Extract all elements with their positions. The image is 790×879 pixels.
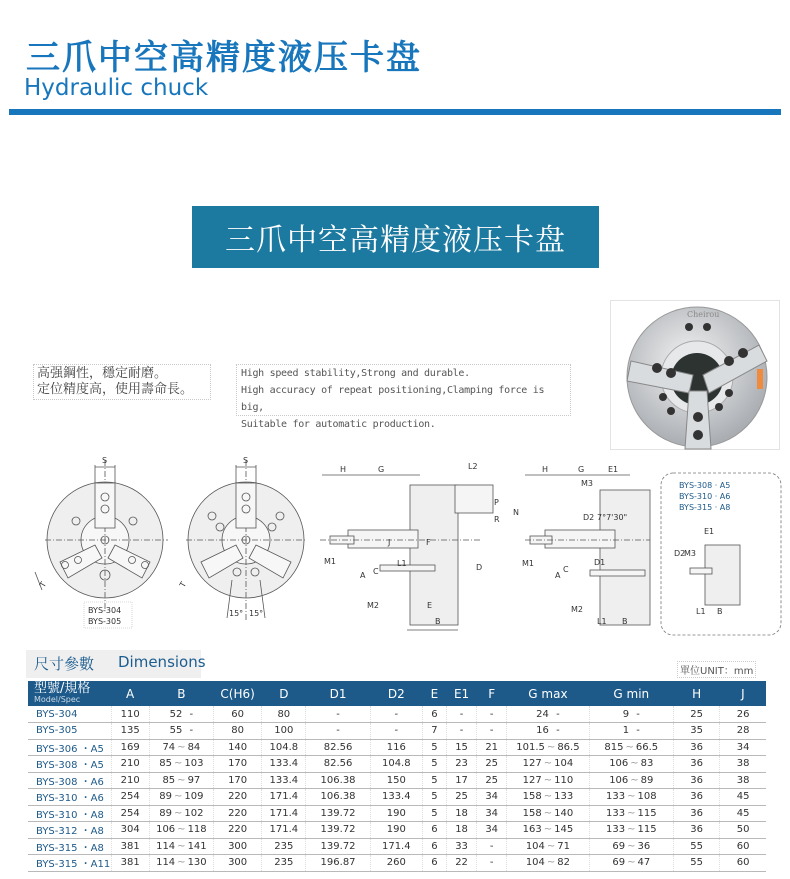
svg-text:7°7'30": 7°7'30" — [597, 513, 628, 522]
svg-text:15°: 15° — [229, 609, 244, 618]
cell-b: 85 ~ 103 — [149, 756, 213, 773]
cell-h: 36 — [673, 822, 719, 839]
svg-text:E1: E1 — [608, 465, 619, 474]
cell-gmin: 133 ~ 115 — [589, 822, 673, 839]
svg-text:R: R — [494, 515, 500, 524]
cell-d2: 104.8 — [370, 756, 422, 773]
cell-d2: 190 — [370, 822, 422, 839]
side-view-1 — [320, 462, 519, 630]
cell-e: 6 — [422, 822, 446, 839]
svg-text:T: T — [37, 580, 49, 589]
features-cn — [33, 364, 211, 400]
cell-b: 89 ~ 109 — [149, 789, 213, 806]
table-row — [28, 739, 766, 756]
svg-text:F: F — [426, 538, 431, 547]
cell-h: 36 — [673, 756, 719, 773]
svg-text:BYS-310 · A6: BYS-310 · A6 — [679, 492, 731, 501]
col-header-j: J — [741, 686, 745, 701]
cell-e1: 33 — [447, 838, 477, 855]
cell-h: 55 — [673, 838, 719, 855]
cell-model: BYS-310 ・A6 — [36, 793, 104, 805]
table-row — [28, 756, 766, 773]
cell-model: BYS-304 — [36, 708, 78, 720]
product-banner: 三爪中空高精度液压卡盘 — [192, 206, 599, 268]
svg-text:BYS-308 · A5: BYS-308 · A5 — [679, 481, 731, 490]
svg-text:J: J — [388, 538, 391, 547]
cell-h: 36 — [673, 772, 719, 789]
svg-text:P: P — [494, 498, 499, 507]
svg-text:C: C — [563, 565, 569, 574]
cell-model: BYS-315 ・A8 — [36, 842, 104, 854]
cell-j: 38 — [720, 772, 766, 789]
cell-e: 7 — [422, 723, 446, 740]
cell-f: 21 — [477, 739, 507, 756]
cell-j: 45 — [720, 789, 766, 806]
cell-c: 220 — [214, 805, 262, 822]
svg-text:M1: M1 — [522, 559, 534, 568]
cell-c: 220 — [214, 789, 262, 806]
page-header — [0, 0, 790, 130]
cell-gmax: 24 - — [507, 706, 589, 723]
cell-a: 135 — [111, 723, 149, 740]
cell-c: 60 — [214, 706, 262, 723]
svg-text:E: E — [427, 601, 433, 610]
cell-f: - — [477, 855, 507, 872]
cell-j: 50 — [720, 822, 766, 839]
cell-d1: 196.87 — [306, 855, 370, 872]
chuck-photo-icon — [611, 301, 781, 451]
cell-gmin: 1 - — [589, 723, 673, 740]
col-header-gmin: G min — [613, 686, 650, 701]
technical-drawings — [0, 450, 790, 640]
cell-b: 52 - — [149, 706, 213, 723]
product-photo — [610, 300, 780, 450]
col-header-a: A — [126, 686, 135, 701]
cell-d2: - — [370, 706, 422, 723]
cell-gmax: 16 - — [507, 723, 589, 740]
cell-model: BYS-308 ・A5 — [36, 760, 104, 772]
unit-label: 單位UNIT：mm — [677, 661, 756, 678]
table-row — [28, 805, 766, 822]
table-row — [28, 789, 766, 806]
cell-c: 140 — [214, 739, 262, 756]
cell-a: 210 — [111, 756, 149, 773]
svg-text:T: T — [177, 580, 189, 589]
cell-d: 235 — [262, 838, 306, 855]
cell-gmin: 69 ~ 47 — [589, 855, 673, 872]
cell-model: BYS-305 — [36, 725, 78, 737]
col-header-f: F — [488, 686, 496, 701]
svg-text:G: G — [378, 465, 385, 474]
cell-e: 6 — [422, 855, 446, 872]
cell-e1: - — [447, 706, 477, 723]
cell-f: 34 — [477, 822, 507, 839]
cell-h: 36 — [673, 789, 719, 806]
table-row — [28, 838, 766, 855]
cell-e1: 25 — [447, 789, 477, 806]
cell-c: 170 — [214, 772, 262, 789]
svg-text:B: B — [622, 617, 628, 626]
svg-text:A: A — [360, 571, 366, 580]
svg-text:A: A — [555, 571, 561, 580]
svg-text:BYS-315 · A8: BYS-315 · A8 — [679, 503, 731, 512]
svg-text:B: B — [717, 607, 723, 616]
col-header-d: D — [279, 686, 289, 701]
table-row — [28, 855, 766, 872]
col-header-b: B — [177, 686, 186, 701]
feature-cn-line: 高强鋼性，穩定耐磨。 — [37, 366, 168, 381]
cell-d1: 139.72 — [306, 822, 370, 839]
cell-d2: 133.4 — [370, 789, 422, 806]
svg-text:BYS-304: BYS-304 — [88, 606, 122, 615]
svg-text:G: G — [578, 465, 585, 474]
cell-d1: 82.56 — [306, 739, 370, 756]
cell-a: 254 — [111, 789, 149, 806]
cell-gmin: 9 - — [589, 706, 673, 723]
cell-b: 55 - — [149, 723, 213, 740]
cell-gmin: 815 ~ 66.5 — [589, 739, 673, 756]
cell-a: 169 — [111, 739, 149, 756]
cell-gmax: 158 ~ 140 — [507, 805, 589, 822]
cell-a: 381 — [111, 838, 149, 855]
cell-gmax: 104 ~ 71 — [507, 838, 589, 855]
side-view-2 — [522, 465, 650, 626]
svg-text:H: H — [542, 465, 549, 474]
col-header-model: 型號/規格 Model/Spec — [34, 680, 91, 704]
cell-d: 171.4 — [262, 805, 306, 822]
cell-d: 80 — [262, 706, 306, 723]
cell-gmax: 104 ~ 82 — [507, 855, 589, 872]
cell-h: 25 — [673, 706, 719, 723]
cell-a: 381 — [111, 855, 149, 872]
table-header-row — [28, 681, 766, 706]
col-header-e: E — [430, 686, 439, 701]
cell-d1: 139.72 — [306, 838, 370, 855]
cell-d1: 139.72 — [306, 805, 370, 822]
svg-text:L1: L1 — [696, 607, 706, 616]
cell-d1: 106.38 — [306, 789, 370, 806]
front-view-304-305 — [35, 456, 168, 628]
front-view-15deg — [177, 456, 306, 620]
cell-j: 45 — [720, 805, 766, 822]
svg-text:L1: L1 — [597, 617, 607, 626]
cell-gmax: 127 ~ 104 — [507, 756, 589, 773]
detail-view — [661, 473, 781, 635]
cell-h: 36 — [673, 739, 719, 756]
col-header-e1: E1 — [453, 686, 470, 701]
feature-en-line: Suitable for automatic production. — [241, 419, 436, 430]
dimensions-table — [28, 681, 766, 872]
svg-text:N: N — [513, 508, 519, 517]
cell-j: 28 — [720, 723, 766, 740]
cell-d: 100 — [262, 723, 306, 740]
cell-a: 254 — [111, 805, 149, 822]
feature-en-line: High speed stability,Strong and durable. — [241, 368, 470, 379]
cell-e: 5 — [422, 739, 446, 756]
cell-c: 300 — [214, 838, 262, 855]
cell-e: 5 — [422, 805, 446, 822]
cell-b: 89 ~ 102 — [149, 805, 213, 822]
cell-c: 170 — [214, 756, 262, 773]
cell-d: 133.4 — [262, 756, 306, 773]
cell-d2: 260 — [370, 855, 422, 872]
svg-text:S: S — [243, 456, 249, 465]
cell-gmax: 101.5 ~ 86.5 — [507, 739, 589, 756]
dimensions-title — [26, 650, 206, 678]
cell-gmin: 106 ~ 83 — [589, 756, 673, 773]
cell-d2: 116 — [370, 739, 422, 756]
cell-e1: - — [447, 723, 477, 740]
table-row — [28, 706, 766, 723]
cell-d1: - — [306, 723, 370, 740]
svg-text:H: H — [340, 465, 347, 474]
feature-en-line: High accuracy of repeat positioning,Clamping force is big, — [241, 385, 545, 413]
cell-h: 55 — [673, 855, 719, 872]
svg-text:C: C — [373, 567, 379, 576]
cell-c: 220 — [214, 822, 262, 839]
svg-text:M3: M3 — [581, 479, 593, 488]
col-header-c: C(H6) — [220, 686, 255, 701]
dimensions-title-en: Dimensions — [118, 653, 206, 671]
features-en — [236, 364, 571, 430]
cell-f: 34 — [477, 789, 507, 806]
svg-text:Cheirou: Cheirou — [687, 310, 720, 319]
cell-c: 300 — [214, 855, 262, 872]
cell-gmin: 69 ~ 36 — [589, 838, 673, 855]
feature-cn-line: 定位精度高，使用壽命長。 — [37, 382, 194, 397]
table-row — [28, 723, 766, 740]
cell-model: BYS-312 ・A8 — [36, 826, 104, 838]
cell-gmin: 133 ~ 115 — [589, 805, 673, 822]
cell-f: 25 — [477, 772, 507, 789]
cell-d2: - — [370, 723, 422, 740]
svg-text:E1: E1 — [704, 527, 715, 536]
cell-gmax: 158 ~ 133 — [507, 789, 589, 806]
cell-b: 114 ~ 141 — [149, 838, 213, 855]
cell-d: 171.4 — [262, 822, 306, 839]
cell-gmax: 127 ~ 110 — [507, 772, 589, 789]
cell-a: 304 — [111, 822, 149, 839]
svg-text:D2: D2 — [674, 549, 686, 558]
cell-f: 25 — [477, 756, 507, 773]
cell-h: 36 — [673, 805, 719, 822]
cell-b: 106 ~ 118 — [149, 822, 213, 839]
table-row — [28, 772, 766, 789]
svg-text:D1: D1 — [594, 558, 606, 567]
svg-text:S: S — [102, 456, 108, 465]
svg-text:M2: M2 — [571, 605, 583, 614]
cell-e1: 22 — [447, 855, 477, 872]
cell-e1: 23 — [447, 756, 477, 773]
svg-text:M2: M2 — [367, 601, 379, 610]
cell-gmin: 133 ~ 108 — [589, 789, 673, 806]
col-header-d2: D2 — [387, 686, 405, 701]
cell-model: BYS-308 ・A6 — [36, 776, 104, 788]
col-header-d1: D1 — [329, 686, 347, 701]
cell-d: 133.4 — [262, 772, 306, 789]
cell-d2: 171.4 — [370, 838, 422, 855]
cell-d2: 190 — [370, 805, 422, 822]
cell-f: - — [477, 706, 507, 723]
cell-j: 26 — [720, 706, 766, 723]
cell-b: 114 ~ 130 — [149, 855, 213, 872]
svg-text:D2: D2 — [583, 513, 595, 522]
cell-b: 74 ~ 84 — [149, 739, 213, 756]
cell-e1: 18 — [447, 805, 477, 822]
cell-d: 235 — [262, 855, 306, 872]
cell-d2: 150 — [370, 772, 422, 789]
svg-text:15°: 15° — [249, 609, 264, 618]
cell-gmax: 163 ~ 145 — [507, 822, 589, 839]
col-header-h: H — [692, 686, 702, 701]
cell-f: - — [477, 838, 507, 855]
cell-j: 38 — [720, 756, 766, 773]
header-divider — [9, 109, 781, 115]
cell-e: 6 — [422, 706, 446, 723]
cell-h: 35 — [673, 723, 719, 740]
svg-text:M3: M3 — [684, 549, 696, 558]
cell-a: 210 — [111, 772, 149, 789]
cell-e1: 15 — [447, 739, 477, 756]
cell-a: 110 — [111, 706, 149, 723]
page-title-cn: 三爪中空高精度液压卡盘 — [26, 38, 422, 78]
cell-j: 60 — [720, 838, 766, 855]
cell-b: 85 ~ 97 — [149, 772, 213, 789]
svg-text:D: D — [476, 563, 483, 572]
cell-e: 5 — [422, 789, 446, 806]
cell-d1: - — [306, 706, 370, 723]
cell-f: - — [477, 723, 507, 740]
cell-e1: 17 — [447, 772, 477, 789]
cell-e: 5 — [422, 772, 446, 789]
svg-text:L2: L2 — [468, 462, 478, 471]
col-header-gmax: G max — [528, 686, 568, 701]
cell-d: 171.4 — [262, 789, 306, 806]
cell-e: 6 — [422, 838, 446, 855]
svg-text:B: B — [435, 617, 441, 626]
cell-d1: 106.38 — [306, 772, 370, 789]
svg-text:BYS-305: BYS-305 — [88, 617, 122, 626]
cell-j: 60 — [720, 855, 766, 872]
cell-model: BYS-310 ・A8 — [36, 809, 104, 821]
cell-j: 34 — [720, 739, 766, 756]
cell-c: 80 — [214, 723, 262, 740]
cell-gmin: 106 ~ 89 — [589, 772, 673, 789]
dimensions-title-cn: 尺寸參數 — [34, 655, 95, 673]
svg-text:L1: L1 — [397, 559, 407, 568]
cell-d: 104.8 — [262, 739, 306, 756]
table-row — [28, 822, 766, 839]
cell-model: BYS-306 ・A5 — [36, 743, 104, 755]
cell-e1: 18 — [447, 822, 477, 839]
page-title-en: Hydraulic chuck — [24, 75, 209, 101]
cell-e: 5 — [422, 756, 446, 773]
cell-f: 34 — [477, 805, 507, 822]
svg-text:M1: M1 — [324, 557, 336, 566]
cell-model: BYS-315 ・A11 — [36, 859, 111, 871]
cell-d1: 82.56 — [306, 756, 370, 773]
